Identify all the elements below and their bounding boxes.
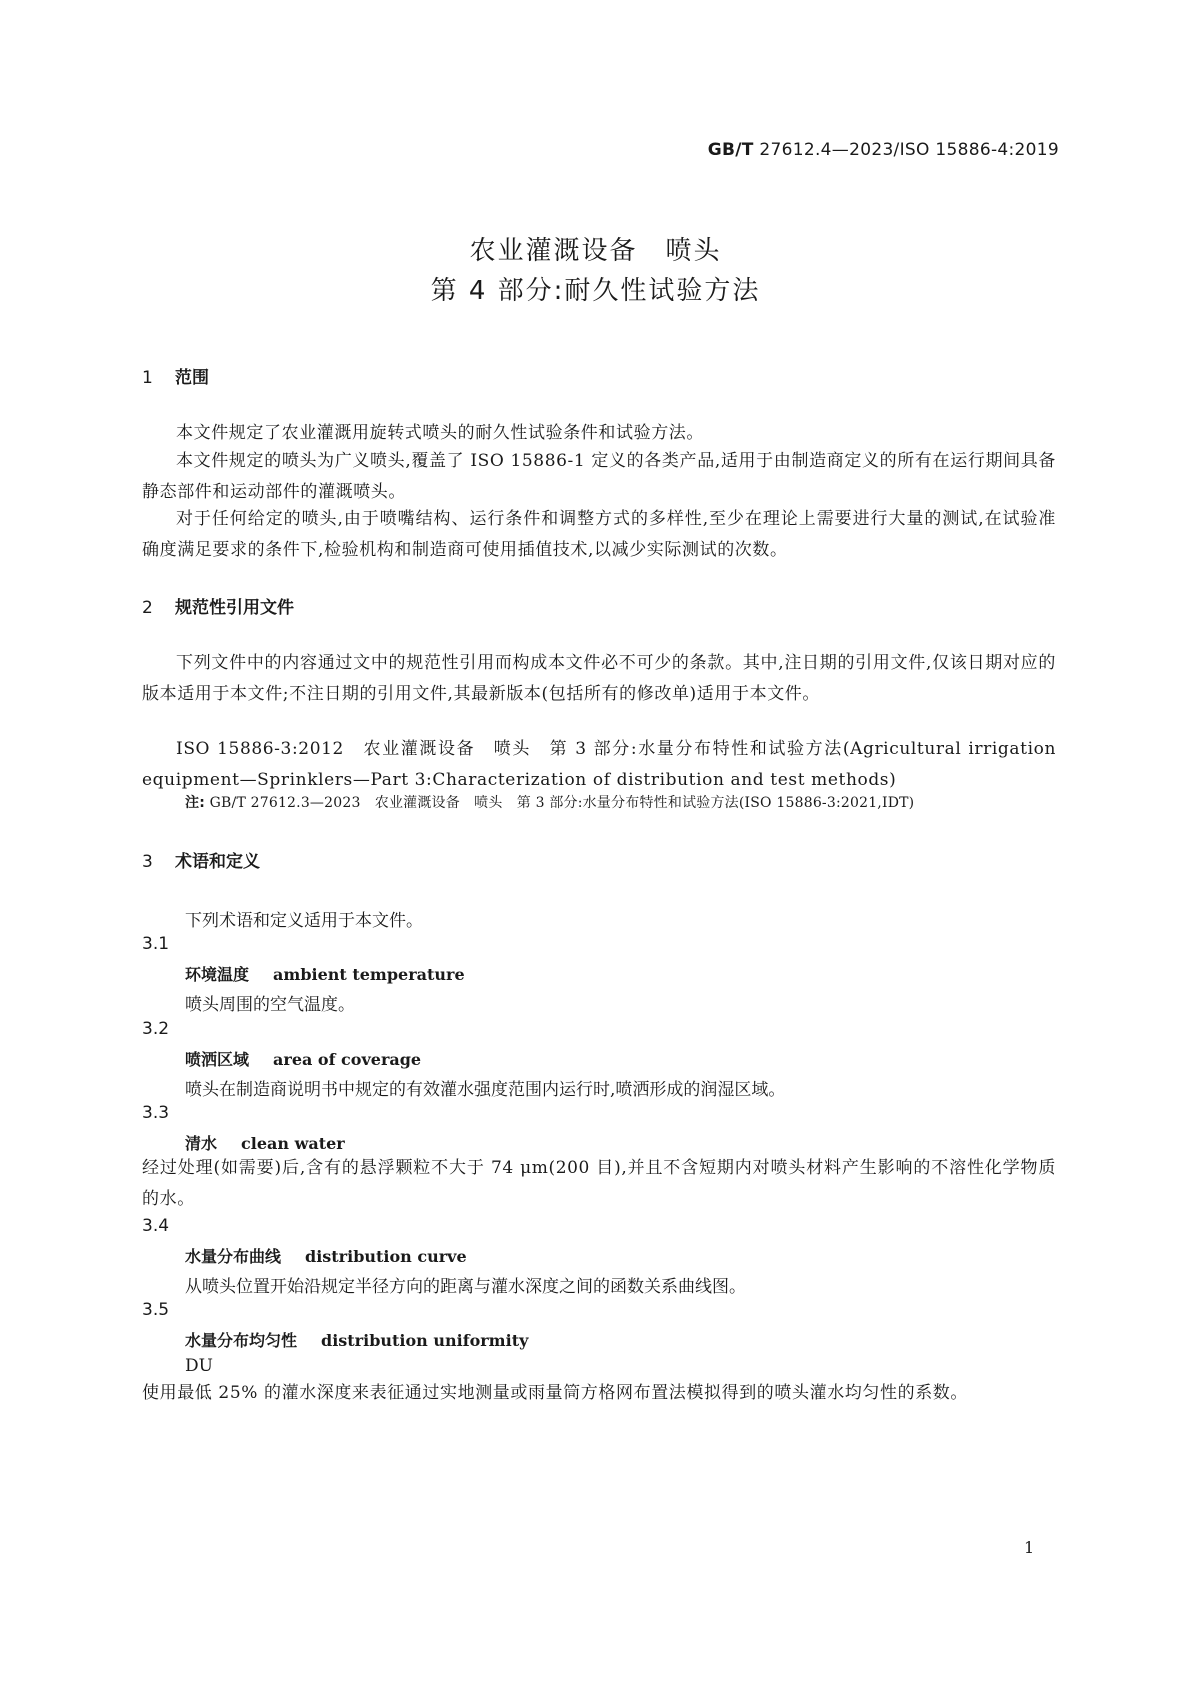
term-3-2-en: area of coverage <box>273 1050 422 1069</box>
section-2-note <box>185 792 914 812</box>
section-1-number: 1 <box>142 368 153 388</box>
term-3-4-number: 3.4 <box>142 1216 170 1236</box>
term-3-1-definition: 喷头周围的空气温度。 <box>185 995 355 1015</box>
document-code-number: 27612.4—2023/ISO 15886-4:2019 <box>759 140 1059 160</box>
term-3-4-zh: 水量分布曲线 <box>185 1247 282 1266</box>
term-3-5-abbreviation: DU <box>185 1356 213 1376</box>
section-2-title: 规范性引用文件 <box>175 598 294 618</box>
term-3-1-heading <box>185 962 465 985</box>
term-3-5-zh: 水量分布均匀性 <box>185 1331 298 1350</box>
section-1-para-2: 本文件规定的喷头为广义喷头,覆盖了 ISO 15886-1 定义的各类产品,适用于由制造商定义的所有在运行期间具备静态部件和运动部件的灌溉喷头。 <box>142 451 1056 502</box>
page-number: 1 <box>1024 1538 1035 1557</box>
term-3-3-zh: 清水 <box>185 1134 218 1153</box>
term-3-4-heading <box>185 1244 467 1267</box>
term-3-3-number: 3.3 <box>142 1103 170 1123</box>
term-3-2-heading <box>185 1047 421 1070</box>
section-1-heading <box>142 363 209 388</box>
section-2-heading <box>142 593 294 618</box>
term-3-5-en: distribution uniformity <box>321 1331 529 1350</box>
section-2-reference: ISO 15886-3:2012 农业灌溉设备 喷头 第 3 部分:水量分布特性和试验方法(Agricultural irrigation equipment—Sprinklers—Part 3:Characterization of distribution and test methods) <box>142 739 1056 790</box>
title-line-1: 农业灌溉设备 喷头 <box>469 236 722 266</box>
document-code <box>708 140 1059 160</box>
term-3-1-zh: 环境温度 <box>185 965 250 984</box>
section-3-intro: 下列术语和定义适用于本文件。 <box>185 911 423 931</box>
term-3-1-number: 3.1 <box>142 934 170 954</box>
note-label: 注: <box>185 795 205 811</box>
section-2-number: 2 <box>142 598 153 618</box>
note-text: GB/T 27612.3—2023 农业灌溉设备 喷头 第 3 部分:水量分布特性和试验方法(ISO 15886-3:2021,IDT) <box>209 795 915 811</box>
term-3-4-en: distribution curve <box>305 1247 467 1266</box>
section-2-para-1: 下列文件中的内容通过文中的规范性引用而构成本文件必不可少的条款。其中,注日期的引用文件,仅该日期对应的版本适用于本文件;不注日期的引用文件,其最新版本(包括所有的修改单)适用于本文件。 <box>142 653 1056 704</box>
section-3-title: 术语和定义 <box>175 852 260 872</box>
term-3-2-definition: 喷头在制造商说明书中规定的有效灌水强度范围内运行时,喷洒形成的润湿区域。 <box>185 1080 786 1100</box>
term-3-3-definition: 经过处理(如需要)后,含有的悬浮颗粒不大于 74 μm(200 目),并且不含短期内对喷头材料产生影响的不溶性化学物质的水。 <box>142 1158 1056 1209</box>
section-3-number: 3 <box>142 852 153 872</box>
term-3-4-definition: 从喷头位置开始沿规定半径方向的距离与灌水深度之间的函数关系曲线图。 <box>185 1277 746 1297</box>
term-3-3-en: clean water <box>241 1134 345 1153</box>
term-3-1-en: ambient temperature <box>273 965 465 984</box>
term-3-2-number: 3.2 <box>142 1019 170 1039</box>
section-3-heading <box>142 847 260 872</box>
term-3-5-number: 3.5 <box>142 1300 170 1320</box>
section-1-title: 范围 <box>175 368 209 388</box>
document-code-prefix: GB/T <box>707 140 754 160</box>
section-1-para-1: 本文件规定了农业灌溉用旋转式喷头的耐久性试验条件和试验方法。 <box>176 423 704 443</box>
term-3-5-definition: 使用最低 25% 的灌水深度来表征通过实地测量或雨量筒方格网布置法模拟得到的喷头灌水均匀性的系数。 <box>142 1383 968 1403</box>
term-3-3-heading <box>185 1131 345 1154</box>
term-3-5-heading <box>185 1328 528 1351</box>
title-line-2: 第 4 部分:耐久性试验方法 <box>430 276 761 306</box>
section-1-para-3: 对于任何给定的喷头,由于喷嘴结构、运行条件和调整方式的多样性,至少在理论上需要进行大量的测试,在试验准确度满足要求的条件下,检验机构和制造商可使用插值技术,以减少实际测试的次数。 <box>142 509 1056 560</box>
term-3-2-zh: 喷洒区域 <box>185 1050 250 1069</box>
